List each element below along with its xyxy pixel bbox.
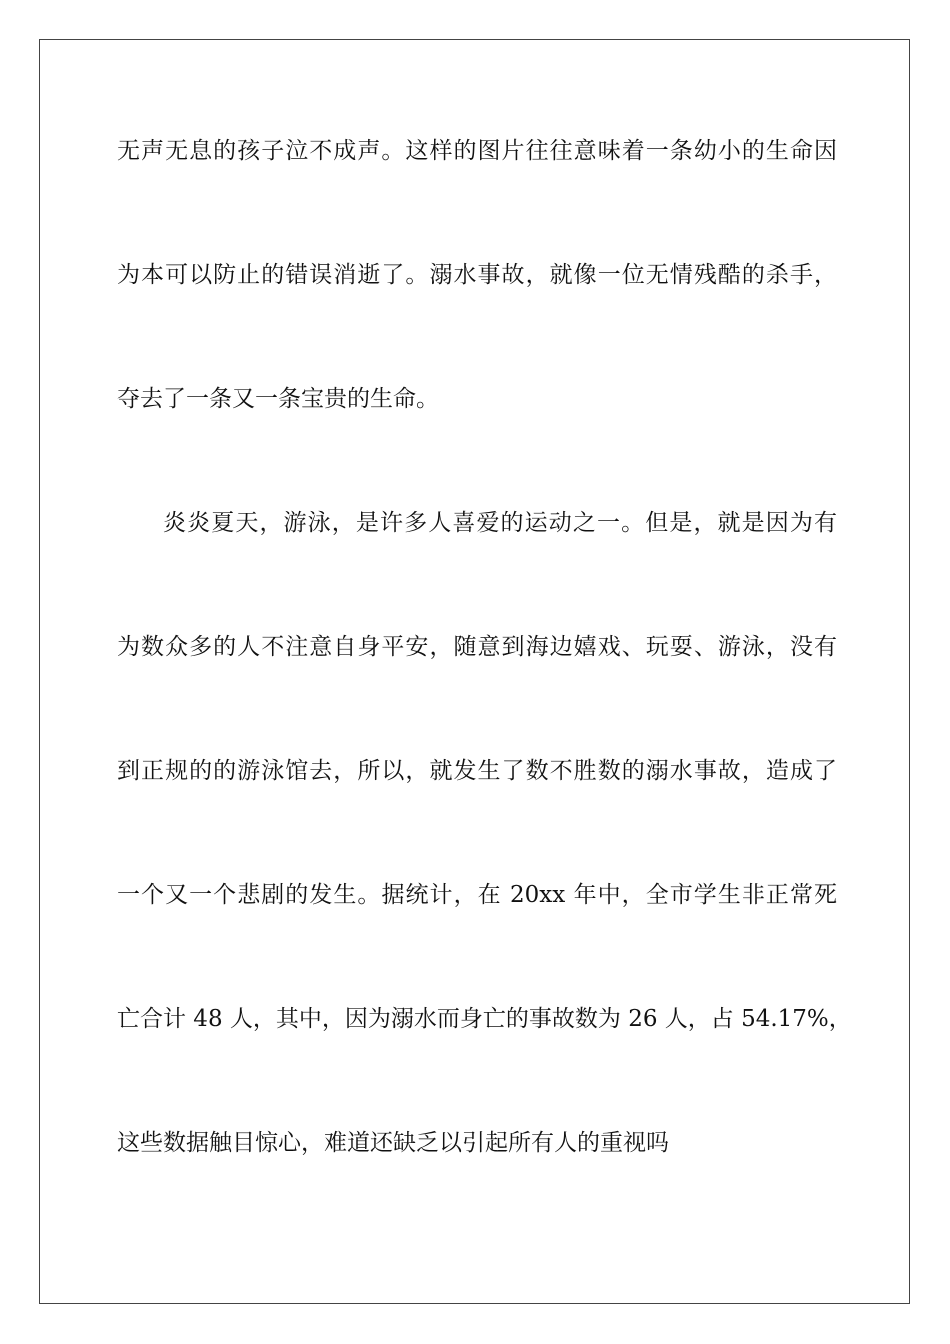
text-line-3: 夺去了一条又一条宝贵的生命。 — [117, 386, 439, 412]
text-line-7: 一个又一个悲剧的发生。据统计，在 20xx 年中，全市学生非正常死 — [117, 882, 837, 908]
text-line-4: 炎炎夏天，游泳，是许多人喜爱的运动之一。但是，就是因为有 — [163, 510, 837, 536]
text-line-5: 为数众多的人不注意自身平安，随意到海边嬉戏、玩耍、游泳，没有 — [117, 634, 837, 660]
text-line-6: 到正规的的游泳馆去，所以，就发生了数不胜数的溺水事故，造成了 — [117, 758, 837, 784]
page-border — [39, 39, 910, 1304]
text-line-9: 这些数据触目惊心，难道还缺乏以引起所有人的重视吗 — [117, 1130, 669, 1156]
text-line-1: 无声无息的孩子泣不成声。这样的图片往往意味着一条幼小的生命因 — [117, 138, 837, 164]
text-line-2: 为本可以防止的错误消逝了。溺水事故，就像一位无情残酷的杀手， — [117, 262, 837, 288]
text-line-8: 亡合计 48 人，其中，因为溺水而身亡的事故数为 26 人，占 54.17%， — [117, 1006, 852, 1032]
